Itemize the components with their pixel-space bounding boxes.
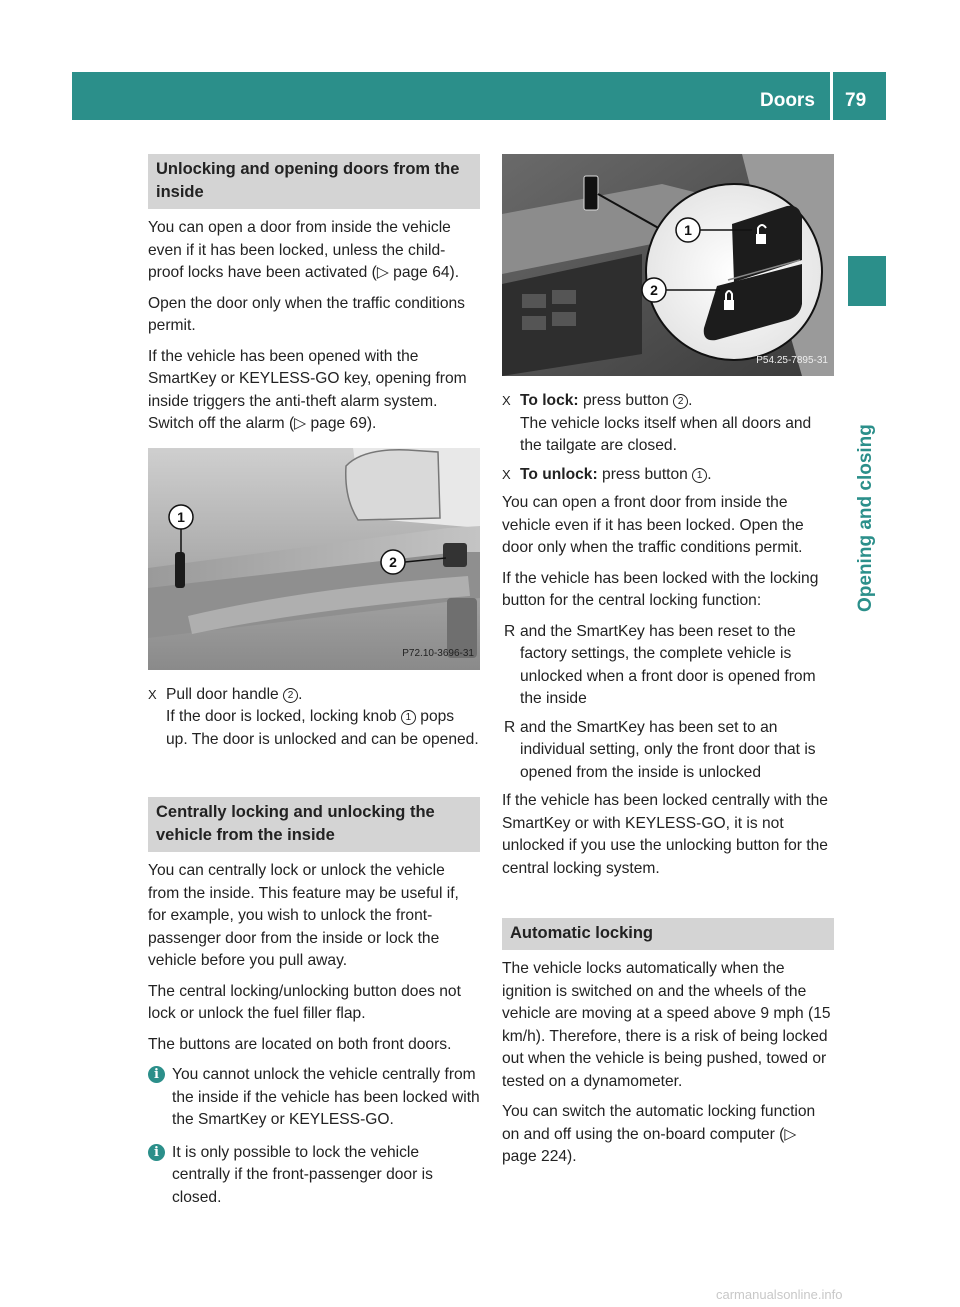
figure-id: P72.10-3696-31 <box>402 648 474 659</box>
paragraph: The buttons are located on both front doors. <box>148 1035 452 1053</box>
list-item: R and the SmartKey has been set to an individual setting, only the front door that is opened from the inside is unlocked <box>504 718 816 781</box>
paragraph: If the vehicle has been locked centrally with the SmartKey or with KEYLESS-GO, it is not unlocked if you use the unlocking button for the central locking system. <box>502 792 828 877</box>
section-heading: Unlocking and opening doors from the inside <box>148 154 480 209</box>
paragraph: You can switch the automatic locking function on and off using the on-board computer (▷ page 224). <box>502 1103 816 1165</box>
instruction-step: X To unlock: press button 1 . <box>502 464 834 487</box>
list-item: R and the SmartKey has been reset to the factory settings, the complete vehicle is unlocked when a front door is opened from the inside <box>504 622 816 707</box>
footer-watermark: carmanualsonline.info <box>716 1287 843 1302</box>
callout-2: 2 <box>650 282 658 298</box>
instruction-step: X To lock: press button 2 . The vehicle locks itself when all doors and the tailgate are closed. <box>502 392 812 454</box>
bullet-icon: R <box>504 622 516 640</box>
paragraph: You can open a front door from inside the vehicle even if it has been locked. Open the door only when the traffic conditions permit. <box>502 494 804 556</box>
callout-2: 2 <box>389 553 397 570</box>
paragraph: The vehicle locks automatically when the ignition is switched on and the wheels of the vehicle are moving at a speed above 9 mph (15 km/h). Therefore, there is a risk of being locked out when the vehicle is being pushed, towed or tested on a dynamometer. <box>502 960 831 1090</box>
page-number: 79 <box>845 90 867 111</box>
paragraph: You can open a door from inside the vehicle even if it has been locked, unless the child-proof locks have been activated (▷ page 64). <box>148 219 460 281</box>
info-icon: i <box>148 1144 165 1161</box>
arrow-icon: X <box>148 686 157 702</box>
side-tab <box>848 256 886 306</box>
figure-id: P54.25-7895-31 <box>756 354 828 366</box>
info-note: i You cannot unlock the vehicle centrally from the inside if the vehicle has been locked with the SmartKey or KEYLESS-GO. <box>148 1064 480 1132</box>
bullet-icon: R <box>504 718 516 736</box>
section-label: Opening and closing <box>855 424 876 612</box>
door-handle-figure <box>148 448 480 670</box>
lock-buttons-illustration <box>502 154 834 376</box>
callout-1: 1 <box>177 508 185 525</box>
paragraph: You can centrally lock or unlock the vehicle from the inside. This feature may be useful if, for example, you wish to unlock the front-passenger door from the inside or lock the vehicle before you pull away. <box>148 862 459 969</box>
paragraph: Open the door only when the traffic conditions permit. <box>148 294 465 334</box>
callout-number: 2 <box>673 394 688 409</box>
callout-number: 2 <box>283 688 298 703</box>
arrow-icon: X <box>502 393 511 408</box>
lock-buttons-figure <box>502 154 834 376</box>
right-column <box>502 154 834 1177</box>
instruction-step: X Pull door handle 2 . If the door is locked, locking knob 1 pops up. The door is unlocked and can be opened. <box>148 685 479 748</box>
paragraph: If the vehicle has been opened with the SmartKey or KEYLESS-GO key, opening from inside triggers the anti-theft alarm system. Switch off the alarm (▷ page 69). <box>148 347 467 432</box>
left-column <box>148 154 480 1219</box>
section-heading: Automatic locking <box>502 918 834 950</box>
header-divider <box>830 72 833 120</box>
paragraph: The central locking/unlocking button does not lock or unlock the fuel filler flap. <box>148 982 461 1022</box>
callout-number: 1 <box>401 710 416 725</box>
door-interior-illustration <box>148 448 480 670</box>
callout-number: 1 <box>692 468 707 483</box>
info-icon: i <box>148 1066 165 1083</box>
info-note: i It is only possible to lock the vehicle centrally if the front-passenger door is closed. <box>148 1142 480 1210</box>
header-title: Doors <box>760 90 815 111</box>
section-heading: Centrally locking and unlocking the vehicle from the inside <box>148 797 480 852</box>
paragraph: If the vehicle has been locked with the locking button for the central locking function: <box>502 569 819 609</box>
arrow-icon: X <box>502 466 511 482</box>
callout-1: 1 <box>684 222 692 238</box>
